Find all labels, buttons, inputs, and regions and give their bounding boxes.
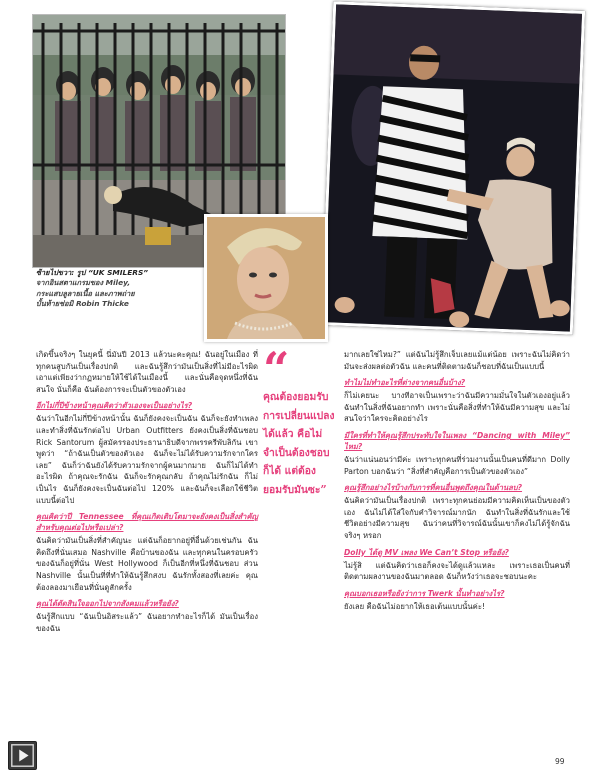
- paragraph: ฉันคิดว่ามันเป็นสิ่งที่สำคัญนะ แต่ฉันก็อยากอยู่ที่อื่นด้วยเช่นกัน ฉันคิดถึงที่นั่นเสมอ Nashville คือบ้านของฉัน และทุกคนในครอบครัวของฉันก็อยู่ที่นั่น West Hollywood ก็เป็นอีกที่หนึ่งที่ฉันชอบ ส่วน Nashville นั้นเป็นที่ที่ทำให้ฉันรู้สึกสงบ ฉันรักทั้งสองที่เลยค่ะ คุณต้องลองมาเยือนที่นั่นดูสักครั้ง: [36, 536, 258, 592]
- question-heading: มีใครที่ทำให้คุณรู้สึกประทับใจในเพลง “Dancing with Miley” ไหม?: [344, 430, 570, 451]
- paragraph: มากเลยใช่ไหม?” แต่ฉันไม่รู้สึกเจ็บเลยแม้แต่น้อย เพราะฉันไม่คิดว่ามันจะส่งผลต่อตัวฉัน และคนที่ติดตามฉันก็ชอบที่ฉันเป็นแบบนี้: [344, 350, 570, 371]
- paragraph: ก็ไม่เคยนะ บางทีอาจเป็นเพราะว่าฉันมีความมั่นใจในตัวเองอยู่แล้ว ฉันทำในสิ่งที่ฉันอยากทำ เพราะนั่นคือสิ่งที่ทำให้ฉันมีความสุข และไม่สนใจว่าใครจะคิดอย่างไร: [344, 391, 570, 424]
- caption-line: บั้นท้ายช่อมิ Robin Thicke: [36, 299, 129, 309]
- question-heading: คุณรู้สึกอย่างไรบ้างกับการที่คนอื่นพูดถึงคุณในด้านลบ?: [344, 483, 523, 493]
- question-heading: คุณได้ตัดสินใจออกไปจากสังคมแล้วหรือยัง?: [36, 599, 179, 609]
- play-button[interactable]: [8, 741, 37, 770]
- question-heading: Dolly ได้ดู MV เพลง We Can’t Stop หรือยัง?: [344, 547, 509, 557]
- paragraph: ไม่รู้สิ แต่ฉันคิดว่าเธอก็คงจะได้ดูแล้วแหละ เพราะเธอเป็นคนที่ติดตามผลงานของฉันมาตลอด ฉันก็หวังว่าเธอจะชอบนะคะ: [344, 560, 570, 582]
- page-number: 99: [555, 757, 565, 766]
- paragraph: เกิดขึ้นจริงๆ ในยุคนี้ นี่มันปี 2013 แล้วนะคะคุณ! ฉันอยู่ในเมือง ที่ทุกคนสูบกันเป็นเรื่องปกติ และฉันรู้สึกว่ามันเป็นสิ่งที่ไม่มีอะไรผิด เอาแต่เพียงว่ากฏหมายให้ใช้ได้ในเมืองนี้ และนั่นคือจุดหนึ่งที่ฉันสนใจ นั่นก็คือ ฉันต้องการจะเป็นตัวของตัวเอง: [36, 350, 258, 394]
- photo-caption: [36, 268, 206, 310]
- article-column-left: [36, 349, 258, 638]
- question-heading: ทำไมไม่ทำอะไรที่ต่างจากคนอื่นบ้าง?: [344, 378, 466, 388]
- paragraph: ฉันรู้สึกแบบ “ฉันเป็นอิสระแล้ว” ฉันอยากทำอะไรก็ได้ มันเป็นเรื่องของฉัน: [36, 612, 258, 633]
- pull-quote-text: คุณต้องยอมรับการเปลี่ยนแปลง ได้แล้ว คือไม่จำเป็นต้องชอบก็ได้ แต่ต้องยอมรับมันซะ: [263, 391, 335, 496]
- question-heading: คุณบอกเธอหรือยังว่าการ Twerk นั้นทำอย่างไร?: [344, 588, 505, 598]
- pull-quote-body: [263, 388, 339, 499]
- quote-close-mark: ”: [320, 482, 327, 496]
- paragraph: ยังเลย คือฉันไม่อยากให้เธอเต้นแบบนั้นค่ะ!: [344, 601, 486, 611]
- caption-line: จากอินสตาแกรมของ Miley,: [36, 278, 131, 288]
- question-heading: คุณคิดว่าปี Tennessee ที่คุณเกิดเติบโตมาจะยังคงเป็นสิ่งสำคัญสำหรับคุณต่อไปหรือเปล่า?: [36, 512, 258, 533]
- play-icon: [9, 742, 36, 769]
- paragraph: ฉันว่าแน่นอนว่ามีค่ะ เพราะทุกคนที่ร่วมงานนั้นเป็นคนที่ดีมาก Dolly Parton บอกฉันว่า “สิ่งที่สำคัญคือการเป็นตัวของตัวเอง”: [344, 454, 570, 476]
- caption-line: ซ้ายไปขวา: รูป “UK SMILERS”: [36, 268, 149, 277]
- caption-line: กระแสบลูลายเนื้อ และภาพถ่าย: [36, 288, 135, 298]
- photo-portrait: [204, 214, 328, 342]
- pull-quote: [263, 342, 339, 499]
- photo-stage-performance: [321, 1, 585, 334]
- paragraph: ฉันว่าในอีกไม่กี่ปีข้างหน้านั้น ฉันก็ยังคงจะเป็นฉัน ฉันก็จะยังทำเพลงและทำสิ่งที่ฉันรักต่อไป Urban Outfitters ยังคงเป็นสิ่งที่ฉันชอบ Rick Santorum ผู้สมัครรองประธานาธิบดีจากพรรครีพับลิกัน เขาพูดว่า “ถ้าฉันเป็นตัวของตัวเอง ฉันก็จะไม่ได้รับความรักจากใครเลย” ฉันก็ว่าฉันยังได้รับความรักจากผู้คนมากมาย ฉันก็ไม่ได้ทำอะไรผิด ถ้าคุณจะรักฉัน ฉันก็จะรักคุณกลับ ถ้าคุณไม่รักฉัน ก็ไม่เป็นไร ฉันก็ยังคงจะเป็นฉันต่อไป 120% และฉันก็จะเลือกใช้ชีวิตแบบนี้ต่อไป: [36, 414, 258, 505]
- paragraph: ฉันคิดว่ามันเป็นเรื่องปกติ เพราะทุกคนย่อมมีความคิดเห็นเป็นของตัวเอง ฉันไม่ได้ใส่ใจกับคำวิจารณ์มากนัก ฉันทำในสิ่งที่ฉันรักและใช้ชีวิตอย่างมีความสุข ฉันว่าคนที่วิจารณ์ฉันนั้นเขาก็คงไม่ได้รู้จักฉันจริงๆ หรอก: [344, 496, 570, 540]
- question-heading: อีกไม่กี่ปีข้างหน้าคุณคิดว่าตัวเองจะเป็นอย่างไร?: [36, 401, 193, 411]
- quote-open-mark: “: [263, 342, 286, 396]
- article-column-right: [344, 349, 570, 616]
